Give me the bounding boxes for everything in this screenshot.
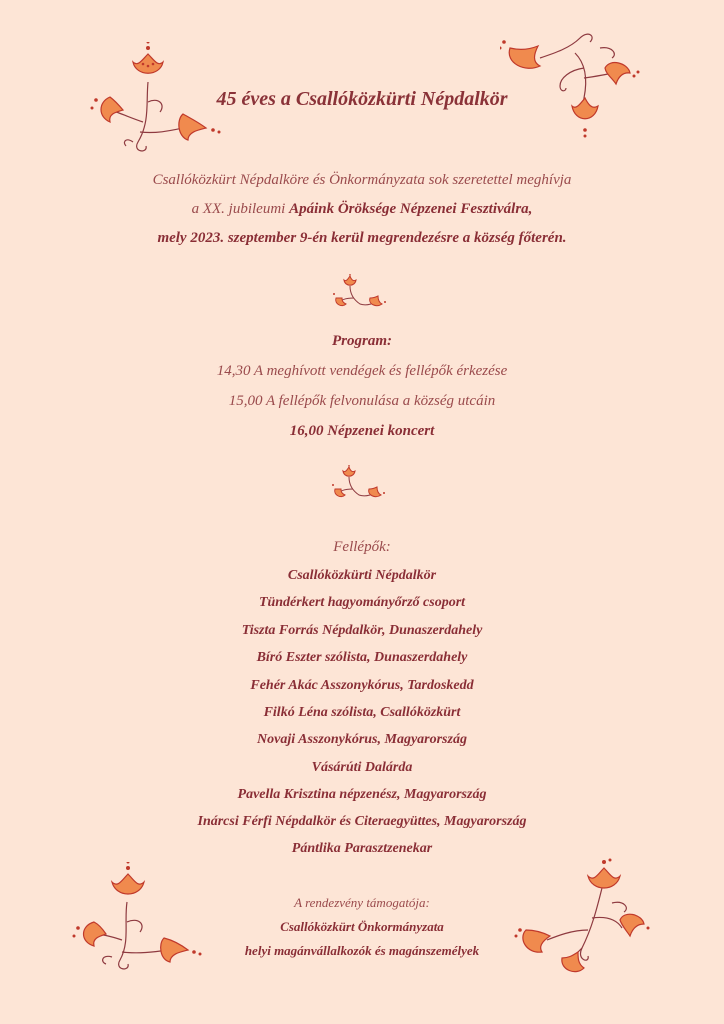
supporter-item: helyi magánvállalkozók és magánszemélyek <box>244 943 480 958</box>
tulip-ornament-top-right <box>500 28 640 143</box>
festival-name: Apáink Öröksége Népzenei Fesztiválra, <box>289 201 533 217</box>
performer-item: Vásárúti Dalárda <box>311 760 413 775</box>
performer-item: Pavella Krisztina népzenész, Magyarország <box>237 787 487 802</box>
intro-line-2 <box>0 201 724 218</box>
page-title: 45 éves a Csallóközkürti Népdalkör <box>216 88 508 110</box>
performers-heading: Fellépők: <box>333 539 391 555</box>
program-item: 14,30 A meghívott vendégek és fellépők érkezése <box>216 363 508 379</box>
performer-item: Csallóközkürti Népdalkör <box>287 568 437 583</box>
small-tulip-ornament <box>332 274 388 314</box>
performer-item: Filkó Léna szólista, Csallóközkürt <box>263 705 461 720</box>
performer-item: Pántlika Parasztzenekar <box>291 841 433 856</box>
performer-item: Tiszta Forrás Népdalkör, Dunaszerdahely <box>241 623 483 638</box>
intro-line-3: mely 2023. szeptember 9-én kerül megrendezésre a község főterén. <box>157 230 567 246</box>
small-tulip-ornament <box>331 465 387 505</box>
program-heading: Program: <box>332 333 392 349</box>
performer-item: Inárcsi Férfi Népdalkör és Citeraegyüttes, Magyarország <box>197 814 527 829</box>
performer-item: Fehér Akác Asszonykórus, Tardoskedd <box>250 678 474 693</box>
supporter-item: Csallóközkürt Önkormányzata <box>280 919 444 934</box>
performer-item: Tündérkert hagyományőrző csoport <box>258 595 466 610</box>
program-item: 16,00 Népzenei koncert <box>289 423 435 439</box>
supporters-heading: A rendezvény támogatója: <box>294 895 430 910</box>
performer-item: Bíró Eszter szólista, Dunaszerdahely <box>256 650 468 665</box>
intro-line-2-prefix: a XX. jubileumi <box>191 201 290 217</box>
program-item: 15,00 A fellépők felvonulása a község utcáin <box>228 393 496 409</box>
performer-item: Novaji Asszonykórus, Magyarország <box>257 732 467 747</box>
intro-line-1: Csallóközkürt Népdalköre és Önkormányzata sok szeretettel meghívja <box>152 172 572 188</box>
